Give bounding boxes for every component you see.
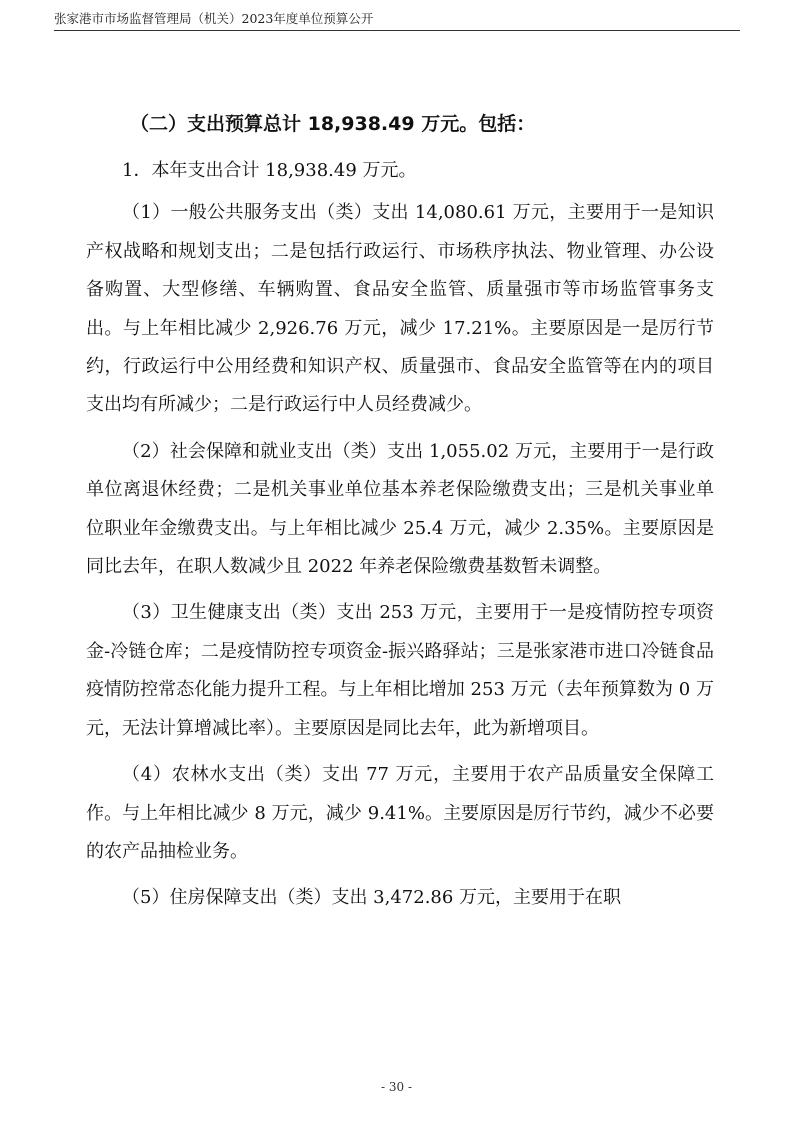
page-header bbox=[54, 8, 740, 31]
paragraph-general-public-services: （1）一般公共服务支出（类）支出 14,080.61 万元，主要用于一是知识产权战略和规划支出；二是包括行政运行、市场秩序执法、物业管理、办公设备购置、大型修缮、车辆购置、食品安全监管、质量强市等市场监管事务支出。与上年相比减少 2,926.76 万元，减少 17.21%。主要原因是一是厉行节约，行政运行中公用经费和知识产权、质量强市、食品安全监管等在内的项目支出均有所减少；二是行政运行中人员经费减少。 bbox=[86, 202, 714, 416]
paragraph-agriculture: （4）农林水支出（类）支出 77 万元，主要用于农产品质量安全保障工作。与上年相比减少 8 万元，减少 9.41%。主要原因是厉行节约，减少不必要的农产品抽检业务。 bbox=[86, 764, 714, 862]
page-number: - 30 - bbox=[380, 1080, 412, 1094]
paragraph-total: 1．本年支出合计 18,938.49 万元。 bbox=[122, 160, 417, 181]
page-content bbox=[86, 112, 714, 926]
header-title: 张家港市市场监督管理局（机关）2023年度单位预算公开 bbox=[54, 11, 374, 26]
paragraph-health: （3）卫生健康支出（类）支出 253 万元，主要用于一是疫情防控专项资金-冷链仓库；二是疫情防控专项资金-振兴路驿站；三是张家港市进口冷链食品疫情防控常态化能力提升工程。与上年相比增加 253 万元（去年预算数为 0 万元，无法计算增减比率）。主要原因是同比去年，此为新增项目。 bbox=[86, 602, 714, 739]
paragraph-housing: （5）住房保障支出（类）支出 3,472.86 万元，主要用于在职 bbox=[122, 887, 622, 909]
paragraph-social-security: （2）社会保障和就业支出（类）支出 1,055.02 万元，主要用于一是行政单位离退休经费；二是机关事业单位基本养老保险缴费支出；三是机关事业单位职业年金缴费支出。与上年相比减少 25.4 万元，减少 2.35%。主要原因是同比去年，在职人数减少且 2022 年养老保险缴费基数暂未调整。 bbox=[86, 440, 714, 578]
section-heading: （二）支出预算总计 18,938.49 万元。包括： bbox=[130, 113, 536, 135]
